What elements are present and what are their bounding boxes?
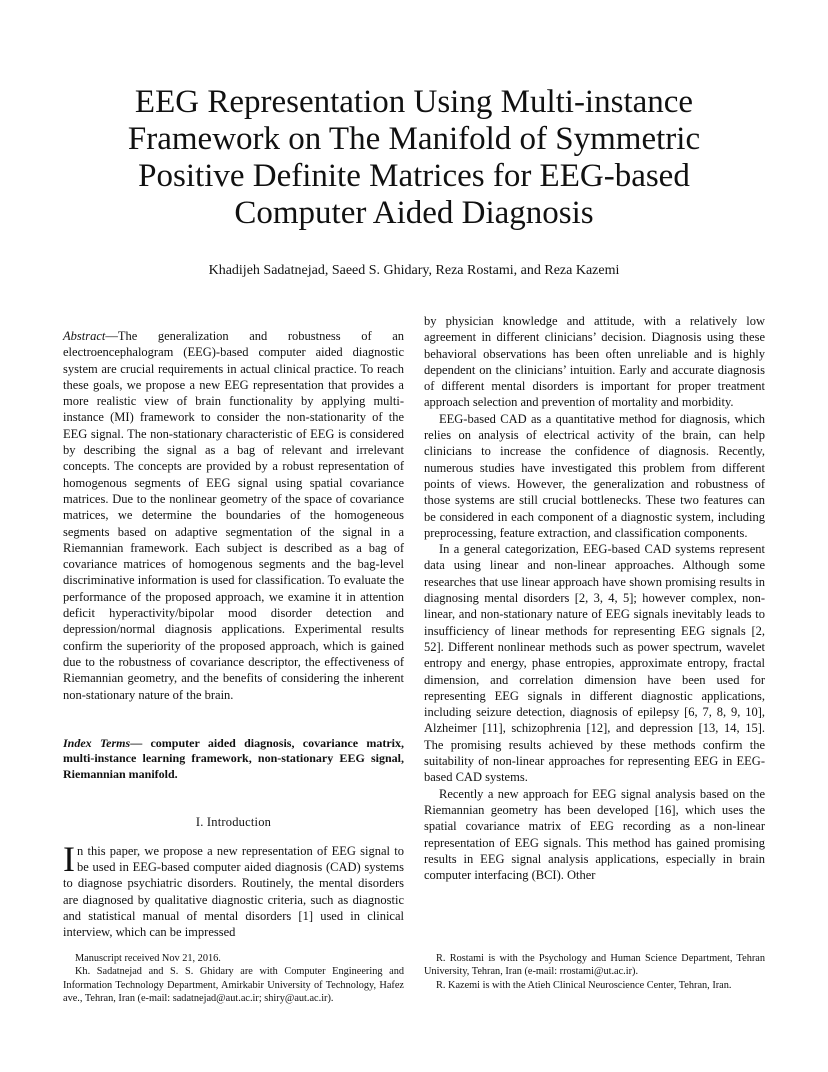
footnote-affiliation-sadatnejad-ghidary: Kh. Sadatnejad and S. S. Ghidary are with Computer Engineering and Information Technology Department, Amirkabir University of Technology, Hafez ave., Tehran, Iran (e-mail: sadatnejad@aut.ac.ir; shiry@aut.ac.ir). [63,966,404,1005]
abstract-text: —The generalization and robustness of an electroencephalogram (EEG)-based computer aided diagnostic system are crucial requirements in actual clinical practice. To reach these goals, we propose a new EEG representation that provides a more realistic view of brain functionality by applying multi-instance (MI) framework to consider the non-stationarity of the EEG signal. The non-stationary characteristic of EEG is considered by describing the signal as a bag of relevant and irrelevant concepts. The concepts are provided by a robust representation of homogenous segments of EEG signal using spatial covariance matrices. Due to the nonlinear geometry of the space of covariance matrices, we determine the boundaries of the homogeneous segments based on adaptive segmentation of the signal in a Riemannian framework. Each subject is described as a bag of covariance matrices of homogenous segments and the bag-level discriminative information is used for classification. To evaluate the performance of the proposed approach, we examine it in attention deficit hyperactivity/bipolar mood disorder detection and depression/normal diagnosis applications. Experimental results confirm the superiority of the proposed approach, which is gained due to the robustness of covariance descriptor, the effectiveness of Riemannian geometry, and the benefits of considering the inherent non-stationary nature of the brain. [63,329,404,702]
body-paragraph-2: EEG-based CAD as a quantitative method for diagnosis, which relies on analysis of electrical activity of the brain, can help clinicians to increase the confidence of diagnosis. Recently, numerous studies have investigated this problem from different points of views. However, the generalization and robustness of those systems are still crucial bottlenecks. These two features can be considered in each component of a diagnostic system, including preprocessing, feature extraction, and classification components. [424,411,765,540]
abstract-label: Abstract [63,329,106,343]
right-footnotes [424,952,765,992]
title-line-1: EEG Representation Using Multi-instance [134,84,694,120]
title-line-2: Framework on The Manifold of Symmetric [127,121,701,157]
index-terms [63,736,404,783]
title-line-4: Computer Aided Diagnosis [234,195,594,231]
footnote-manuscript-received: Manuscript received Nov 21, 2016. [75,953,221,964]
title-line-3: Positive Definite Matrices for EEG-based [138,158,690,194]
paper-title [60,84,768,232]
left-column [63,328,404,940]
index-terms-label: Index Terms [63,735,131,750]
intro-paragraph-1-text: n this paper, we propose a new representation of EEG signal to be used in EEG-based computer aided diagnosis (CAD) systems to diagnose psychiatric disorders. Routinely, the mental disorders are diagnosed by qualitative diagnostic criteria, such as diagnostic and statistical manual of mental disorders [1] used in clinical interview, which can be impressed [63,843,404,940]
footnote-affiliation-rostami: R. Rostami is with the Psychology and Human Science Department, Tehran University, Tehran, Iran (e-mail: rrostami@ut.ac.ir). [424,953,765,978]
body-paragraph-4: Recently a new approach for EEG signal analysis based on the Riemannian geometry has been developed [16], which uses the spatial covariance matrix of EEG recording as a non-linear representation of EEG signals. This method has gained promising results in EEG signal analysis applications, especially in brain computer interfacing (BCI). Other [424,786,765,883]
abstract [63,328,404,703]
right-column [424,313,765,883]
intro-paragraph-1 [63,838,404,941]
author-list: Khadijeh Sadatnejad, Saeed S. Ghidary, Reza Rostami, and Reza Kazemi [208,263,620,278]
left-footnotes [63,952,404,1006]
index-terms-text: — computer aided diagnosis, covariance matrix, multi-instance learning framework, non-stationary EEG signal, Riemannian manifold. [63,735,404,781]
drop-cap: I [63,838,75,879]
body-paragraph-3: In a general categorization, EEG-based CAD systems represent data using linear and non-linear approaches. Although some researches that use linear approach have shown promising results in diagnosing mental disorders [2, 3, 4, 5]; however complex, non-linear, and non-stationary nature of EEG signals inevitably leads to insufficiency of linear methods for representing EEG signals [2, 52]. Different nonlinear methods such as power spectrum, wavelet entropy and energy, phase entropies, approximate entropy, fractal dimension, and correlation dimension have been used for representing EEG signals in different diagnostic applications, including seizure detection, diagnosis of epilepsy [6, 7, 8, 9, 10], Alzheimer [11], schizophrenia [12], and depression [13, 14, 15]. The promising results achieved by these methods confirm the suitability of non-linear approaches for representing EEG in EEG-based CAD systems. [424,542,765,785]
body-paragraph-1: by physician knowledge and attitude, with a relatively low agreement in different clinicians’ decision. Diagnosis using these behavioral observations has been often unreliable and is highly dependent on the clinicians’ intuition. Early and accurate diagnosis of different mental disorders is important for proper treatment approach selection and prevention of mortality and morbidity. [424,314,765,410]
footnote-affiliation-kazemi: R. Kazemi is with the Atieh Clinical Neuroscience Center, Tehran, Iran. [436,979,732,991]
section-heading-introduction: I. Introduction [195,815,272,830]
